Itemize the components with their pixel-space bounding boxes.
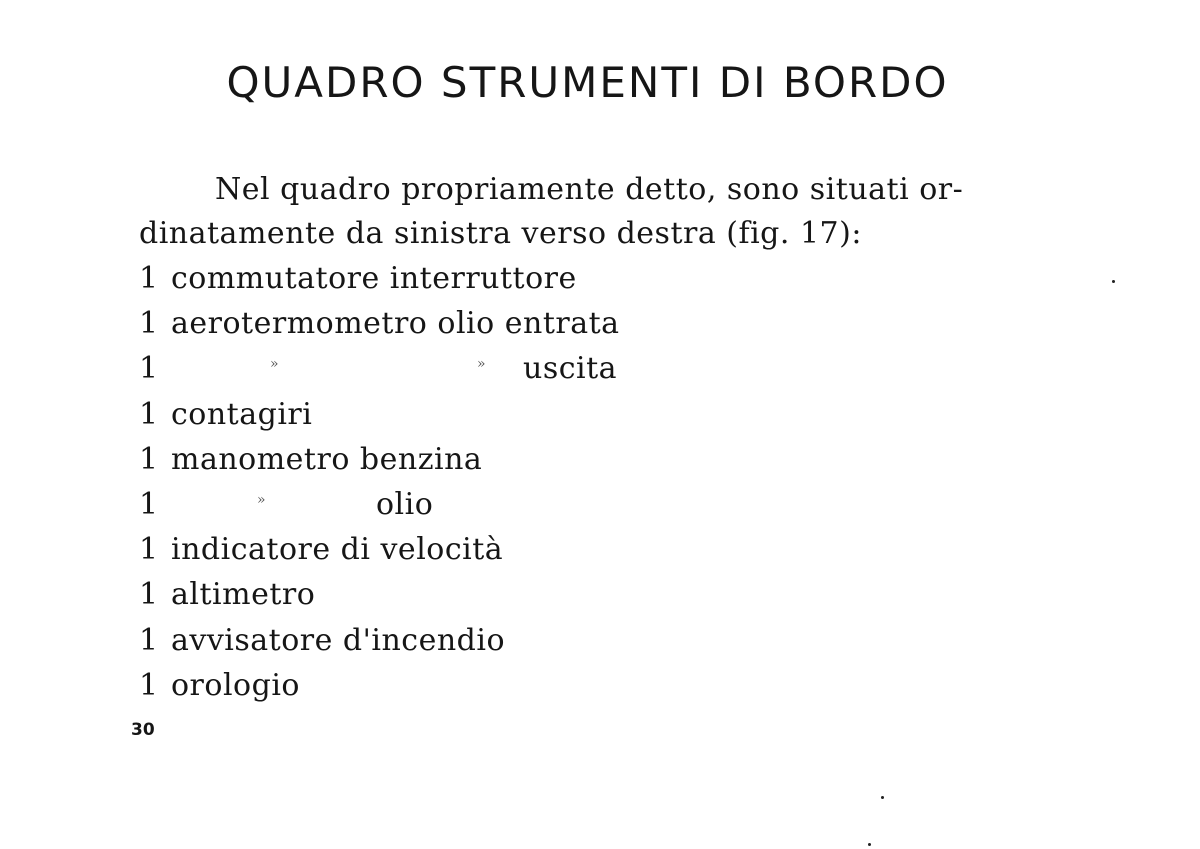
item-quantity: 1: [139, 351, 159, 387]
list-item: [139, 256, 620, 301]
scan-speck: [1112, 280, 1115, 283]
list-item: [139, 482, 620, 527]
item-text: manometro benzina: [171, 441, 483, 477]
item-quantity: 1: [139, 486, 159, 522]
list-item: [139, 346, 620, 391]
list-item: [139, 618, 620, 663]
list-item: [139, 392, 620, 437]
list-item: [139, 663, 620, 708]
item-text: olio: [376, 486, 434, 522]
list-item: [139, 437, 620, 482]
item-text: orologio: [171, 667, 300, 703]
item-quantity: 1: [139, 622, 159, 658]
intro-line-2: dinatamente da sinistra verso destra (fig. 17):: [139, 216, 862, 251]
item-quantity: 1: [139, 667, 159, 703]
item-text: commutatore interruttore: [171, 261, 577, 296]
item-text: uscita: [523, 351, 618, 387]
item-quantity: 1: [139, 532, 159, 568]
item-text: aerotermometro olio entrata: [171, 306, 620, 342]
item-quantity: 1: [139, 306, 159, 342]
list-item: [139, 301, 620, 346]
item-text: altimetro: [171, 577, 316, 613]
list-item: [139, 572, 620, 617]
intro-line-1: Nel quadro propriamente detto, sono situati or-: [215, 172, 964, 207]
scan-speck: [881, 796, 884, 799]
ditto-mark: »: [477, 356, 487, 373]
item-text: avvisatore d'incendio: [171, 622, 506, 658]
scan-speck: [868, 843, 871, 846]
item-quantity: 1: [139, 396, 159, 432]
intro-paragraph: [139, 168, 1019, 256]
page-title: QUADRO STRUMENTI DI BORDO: [226, 58, 949, 107]
item-text: indicatore di velocità: [171, 532, 504, 568]
item-quantity: 1: [139, 441, 159, 477]
list-item: [139, 527, 620, 572]
item-quantity: 1: [139, 261, 159, 296]
item-quantity: 1: [139, 577, 159, 613]
ditto-mark: »: [270, 356, 280, 373]
instrument-list: [139, 256, 620, 708]
ditto-mark: »: [257, 491, 267, 508]
page-number: 30: [131, 720, 155, 740]
item-text: contagiri: [171, 396, 313, 432]
